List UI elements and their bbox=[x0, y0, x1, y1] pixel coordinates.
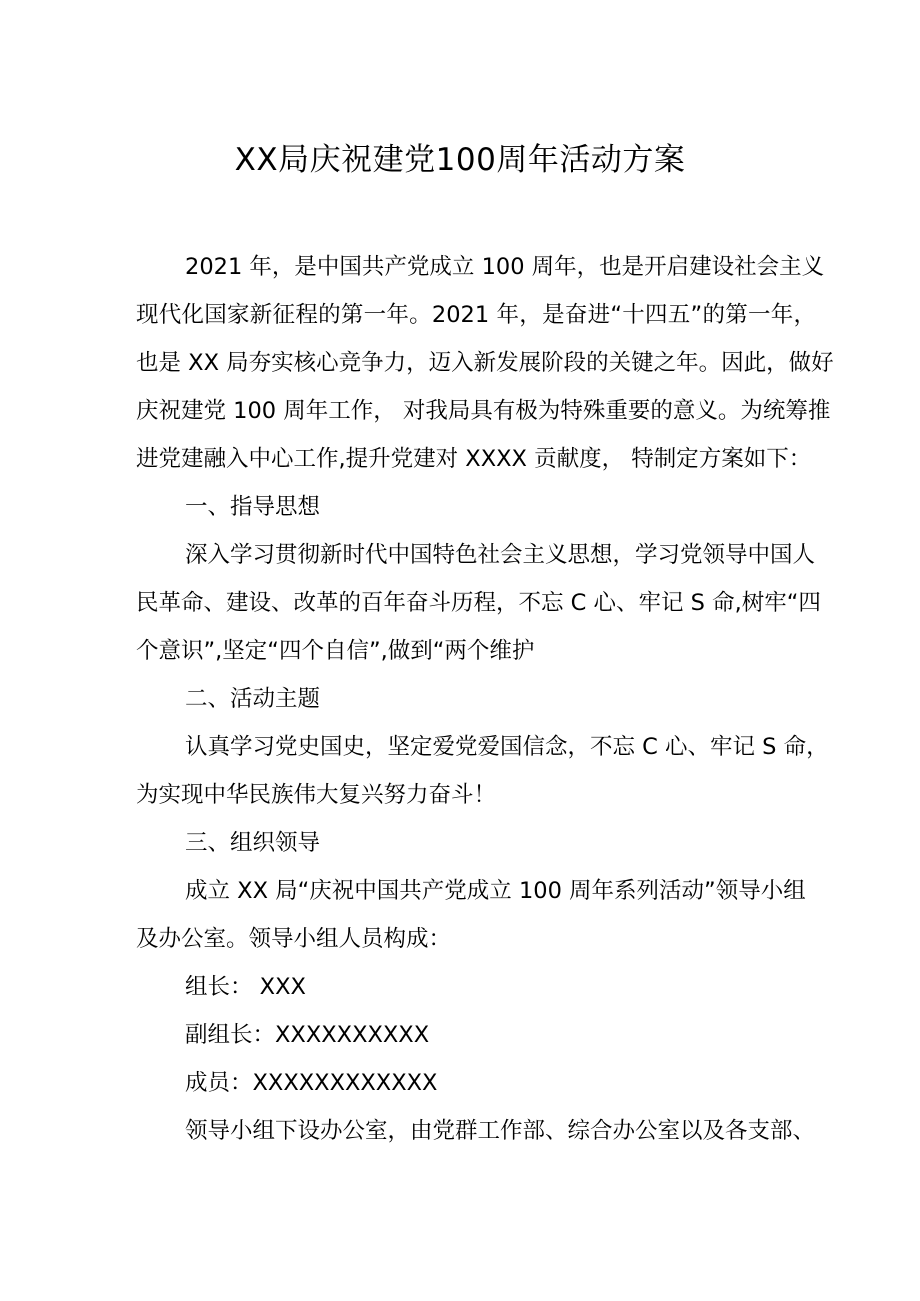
section2-line-1: 认真学习党史国史，坚定爱党爱国信念，不忘 C 心、牢记 S 命， bbox=[185, 734, 829, 760]
office-line: 领导小组下设办公室，由党群工作部、综合办公室以及各支部、 bbox=[185, 1118, 816, 1144]
section-heading-organization: 三、组织领导 bbox=[185, 830, 321, 856]
group-leader-line: 组长： XXX bbox=[185, 974, 306, 1000]
section1-line-2: 民革命、建设、改革的百年奋斗历程，不忘 C 心、牢记 S 命,树牢“四 bbox=[136, 590, 821, 616]
section3-line-1: 成立 XX 局“庆祝中国共产党成立 100 周年系列活动”领导小组 bbox=[185, 878, 806, 904]
members-line: 成员：XXXXXXXXXXXX bbox=[185, 1070, 438, 1096]
section1-line-1: 深入学习贯彻新时代中国特色社会主义思想，学习党领导中国人 bbox=[185, 542, 816, 568]
intro-line-2: 现代化国家新征程的第一年。2021 年，是奋进“十四五”的第一年， bbox=[136, 302, 816, 328]
section-heading-activity-theme: 二、活动主题 bbox=[185, 686, 321, 712]
document-title: XX局庆祝建党100周年活动方案 bbox=[234, 142, 686, 178]
section2-line-2: 为实现中华民族伟大复兴努力奋斗！ bbox=[136, 782, 497, 808]
intro-line-1: 2021 年，是中国共产党成立 100 周年，也是开启建设社会主义 bbox=[185, 254, 825, 280]
section1-line-3: 个意识”,坚定“四个自信”,做到“两个维护 bbox=[136, 638, 535, 664]
intro-line-3: 也是 XX 局夯实核心竞争力，迈入新发展阶段的关键之年。因此，做好 bbox=[136, 350, 834, 376]
section-heading-guiding-thought: 一、指导思想 bbox=[185, 494, 321, 520]
intro-line-4: 庆祝建党 100 周年工作， 对我局具有极为特殊重要的意义。为统筹推 bbox=[136, 398, 831, 424]
section3-line-2: 及办公室。领导小组人员构成： bbox=[136, 926, 452, 952]
intro-line-5: 进党建融入中心工作,提升党建对 XXXX 贡献度， 特制定方案如下： bbox=[136, 446, 812, 472]
deputy-leader-line: 副组长：XXXXXXXXXX bbox=[185, 1022, 430, 1048]
